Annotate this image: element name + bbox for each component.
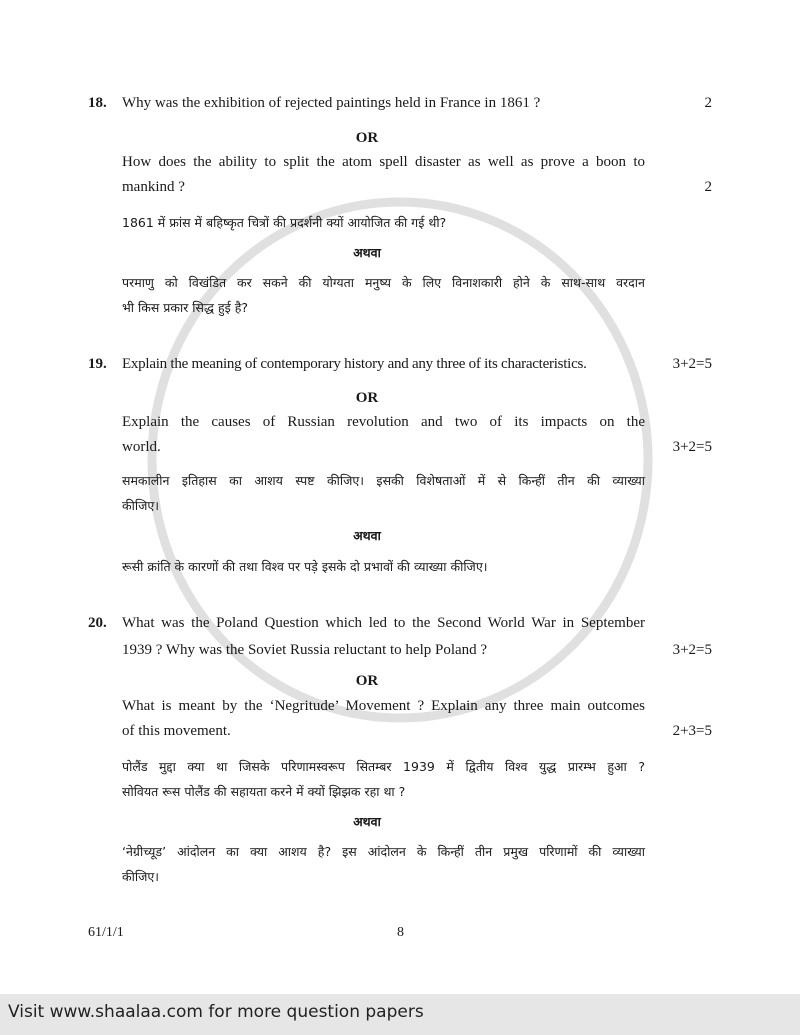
hindi-question-text: समकालीन इतिहास का आशय स्पष्ट कीजिए। इसकी विशेषताओं में से किन्हीं तीन की व्याख्या (122, 473, 645, 488)
question-marks: 3+2=5 (672, 642, 712, 658)
paper-code: 61/1/1 (88, 925, 124, 940)
alt-question-text: How does the ability to split the atom spell disaster as well as prove a boon to (122, 154, 645, 170)
question-number: 20. (88, 615, 107, 631)
alt-question-marks: 2 (704, 179, 712, 195)
hindi-alt-question-text: ‘नेग्रीच्यूड’ आंदोलन का क्या आशय है? इस आंदोलन के किन्हीं तीन प्रमुख परिणामों की व्याख्या (122, 844, 645, 859)
question-marks: 3+2=5 (672, 356, 712, 372)
hindi-question-text: 1861 में फ्रांस में बहिष्कृत चित्रों की प्रदर्शनी क्यों आयोजित की गई थी? (122, 215, 447, 230)
question-text: Why was the exhibition of rejected paintings held in France in 1861 ? (122, 95, 541, 111)
question-number: 19. (88, 356, 107, 372)
alt-question-text: What is meant by the ‘Negritude’ Movement ? Explain any three main outcomes (122, 698, 645, 714)
alt-question-text: of this movement. (122, 723, 231, 739)
alt-question-text: world. (122, 439, 161, 455)
alt-question-text: mankind ? (122, 179, 185, 195)
hindi-question-text: कीजिए। (122, 498, 160, 513)
page-number: 8 (397, 925, 404, 940)
question-text: Explain the meaning of contemporary history and any three of its characteristics. (122, 356, 587, 372)
hindi-or-label: अथवा (353, 528, 381, 543)
hindi-alt-question-text: रूसी क्रांति के कारणों की तथा विश्व पर पड़े इसके दो प्रभावों की व्याख्या कीजिए। (122, 559, 488, 574)
question-text: What was the Poland Question which led to the Second World War in September (122, 615, 645, 631)
or-label: OR (355, 390, 379, 406)
question-text: 1939 ? Why was the Soviet Russia reluctant to help Poland ? (122, 642, 488, 658)
or-label: OR (355, 130, 379, 146)
hindi-or-label: अथवा (353, 814, 381, 829)
hindi-alt-question-text: भी किस प्रकार सिद्ध हुई है? (122, 300, 248, 315)
alt-question-marks: 2+3=5 (672, 723, 712, 739)
promo-banner-text[interactable]: Visit www.shaalaa.com for more question papers (8, 1002, 424, 1022)
hindi-question-text: पोलैंड मुद्दा क्या था जिसके परिणामस्वरूप सितम्बर 1939 में द्वितीय विश्व युद्ध प्रारम्भ हुआ ? (122, 759, 645, 774)
question-number: 18. (88, 95, 107, 111)
hindi-alt-question-text: परमाणु को विखंडित कर सकने की योग्यता मनुष्य के लिए विनाशकारी होने के साथ-साथ वरदान (122, 275, 645, 290)
hindi-or-label: अथवा (353, 245, 381, 260)
promo-banner (0, 994, 800, 1035)
question-marks: 2 (704, 95, 712, 111)
alt-question-text: Explain the causes of Russian revolution and two of its impacts on the (122, 414, 645, 430)
or-label: OR (355, 673, 379, 689)
hindi-question-text: सोवियत रूस पोलैंड की सहायता करने में क्यों झिझक रहा था ? (122, 784, 406, 799)
hindi-alt-question-text: कीजिए। (122, 869, 160, 884)
alt-question-marks: 3+2=5 (672, 439, 712, 455)
